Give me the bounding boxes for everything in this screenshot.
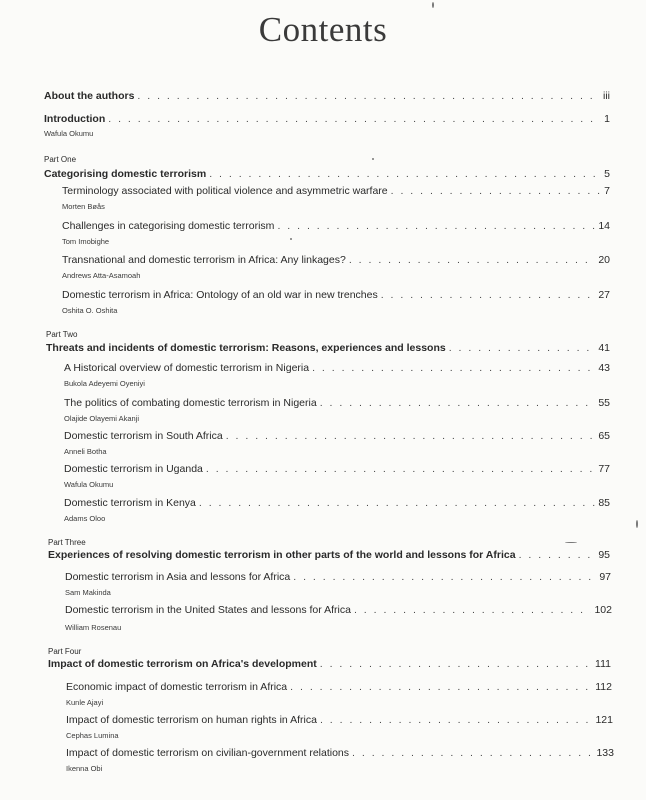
page-number: 20 [598, 254, 610, 266]
dot-leader [352, 747, 593, 760]
scan-speck [565, 542, 577, 543]
scan-speck [636, 520, 638, 528]
toc-part-one[interactable] [44, 168, 610, 181]
entry-title: Domestic terrorism in Uganda [64, 463, 203, 475]
dot-leader [320, 397, 596, 410]
dot-leader [206, 463, 595, 476]
entry-title: Challenges in categorising domestic terrorism [62, 220, 275, 232]
toc-chapter[interactable] [62, 220, 610, 233]
entry-author: Wafula Okumu [64, 480, 114, 489]
part-label: Part One [44, 155, 77, 164]
toc-chapter[interactable] [62, 254, 610, 267]
entry-title: Domestic terrorism in South Africa [64, 430, 223, 442]
page-number: 41 [598, 342, 610, 354]
page-number: 102 [594, 604, 612, 616]
page-number: 14 [598, 220, 610, 232]
toc-chapter[interactable] [65, 571, 611, 584]
dot-leader [349, 254, 595, 267]
entry-author: Olajide Olayemi Akanji [64, 414, 140, 423]
page-number: iii [603, 90, 610, 102]
entry-title: Categorising domestic terrorism [44, 168, 207, 180]
entry-author: Wafula Okumu [44, 129, 94, 138]
dot-leader [320, 714, 593, 727]
dot-leader [137, 90, 600, 103]
entry-author: Adams Oloo [64, 514, 106, 523]
toc-chapter[interactable] [66, 747, 614, 760]
page-number: 77 [598, 463, 610, 475]
entry-title: Experiences of resolving domestic terrorism in other parts of the world and lessons for Africa [48, 549, 516, 561]
dot-leader [381, 289, 596, 302]
entry-title: A Historical overview of domestic terrorism in Nigeria [64, 362, 310, 374]
entry-author: Morten Bøås [62, 202, 105, 211]
entry-title: Impact of domestic terrorism on human rights in Africa [66, 714, 317, 726]
scan-speck [432, 2, 434, 8]
entry-title: Domestic terrorism in the United States and lessons for Africa [65, 604, 351, 616]
entry-title: About the authors [44, 90, 135, 102]
entry-author: Anneli Botha [64, 447, 107, 456]
entry-author: William Rosenau [65, 623, 122, 632]
page-number: 1 [604, 113, 610, 125]
page-number: 55 [598, 397, 610, 409]
page-number: 5 [604, 168, 610, 180]
page-number: 97 [599, 571, 611, 583]
page-number: 7 [604, 185, 610, 197]
dot-leader [320, 658, 592, 671]
dot-leader [293, 571, 596, 584]
page-number: 95 [598, 549, 610, 561]
toc-entry-about-authors[interactable] [44, 90, 610, 103]
page-number: 65 [598, 430, 610, 442]
dot-leader [519, 549, 596, 562]
dot-leader [391, 185, 602, 198]
part-label: Part Two [46, 330, 78, 339]
entry-title: Introduction [44, 113, 106, 125]
toc-chapter[interactable] [64, 430, 610, 443]
toc-chapter[interactable] [64, 497, 610, 510]
dot-leader [226, 430, 596, 443]
dot-leader [449, 342, 596, 355]
part-label: Part Four [48, 647, 82, 656]
dot-leader [290, 681, 592, 694]
dot-leader [312, 362, 595, 375]
dot-leader [108, 113, 601, 126]
entry-author: Tom Imobighe [62, 237, 110, 246]
entry-author: Oshita O. Oshita [62, 306, 118, 315]
scan-speck [290, 238, 292, 240]
toc-chapter[interactable] [64, 463, 610, 476]
scan-speck [372, 158, 374, 160]
part-label: Part Three [48, 538, 86, 547]
toc-chapter[interactable] [65, 604, 612, 617]
entry-title: Economic impact of domestic terrorism in Africa [66, 681, 288, 693]
entry-author: Cephas Lumina [66, 731, 119, 740]
entry-author: Ikenna Obi [66, 764, 103, 773]
entry-title: Domestic terrorism in Asia and lessons for Africa [65, 571, 291, 583]
page-number: 121 [595, 714, 613, 726]
entry-title: Terminology associated with political violence and asymmetric warfare [62, 185, 388, 197]
toc-chapter[interactable] [64, 362, 610, 375]
toc-chapter[interactable] [64, 397, 610, 410]
toc-part-two[interactable] [46, 342, 610, 355]
entry-title: Domestic terrorism in Kenya [64, 497, 196, 509]
page-number: 112 [595, 681, 612, 693]
page-number: 85 [598, 497, 610, 509]
toc-chapter[interactable] [66, 714, 613, 727]
dot-leader [199, 497, 595, 510]
dot-leader [354, 604, 592, 617]
entry-title: The politics of combating domestic terrorism in Nigeria [64, 397, 317, 409]
entry-title: Impact of domestic terrorism on civilian-government relations [66, 747, 350, 759]
page-number: 27 [598, 289, 610, 301]
entry-title: Threats and incidents of domestic terrorism: Reasons, experiences and lessons [46, 342, 446, 354]
toc-entry-introduction[interactable] [44, 113, 610, 126]
entry-title: Impact of domestic terrorism on Africa's development [48, 658, 317, 670]
toc-chapter[interactable] [62, 185, 610, 198]
toc-part-four[interactable] [48, 658, 611, 671]
entry-author: Bukola Adeyemi Oyeniyi [64, 379, 145, 388]
page-number: 43 [598, 362, 610, 374]
page-number: 133 [596, 747, 614, 759]
page-title: Contents [258, 10, 388, 49]
toc-chapter[interactable] [62, 289, 610, 302]
dot-leader [209, 168, 601, 181]
page-number: 111 [595, 658, 611, 670]
toc-part-three[interactable] [48, 549, 610, 562]
entry-author: Kunle Ajayi [66, 698, 104, 707]
entry-author: Andrews Atta-Asamoah [62, 271, 141, 280]
entry-title: Transnational and domestic terrorism in Africa: Any linkages? [62, 254, 346, 266]
toc-chapter[interactable] [66, 681, 612, 694]
entry-author: Sam Makinda [65, 588, 111, 597]
dot-leader [277, 220, 595, 233]
entry-title: Domestic terrorism in Africa: Ontology of an old war in new trenches [62, 289, 378, 301]
